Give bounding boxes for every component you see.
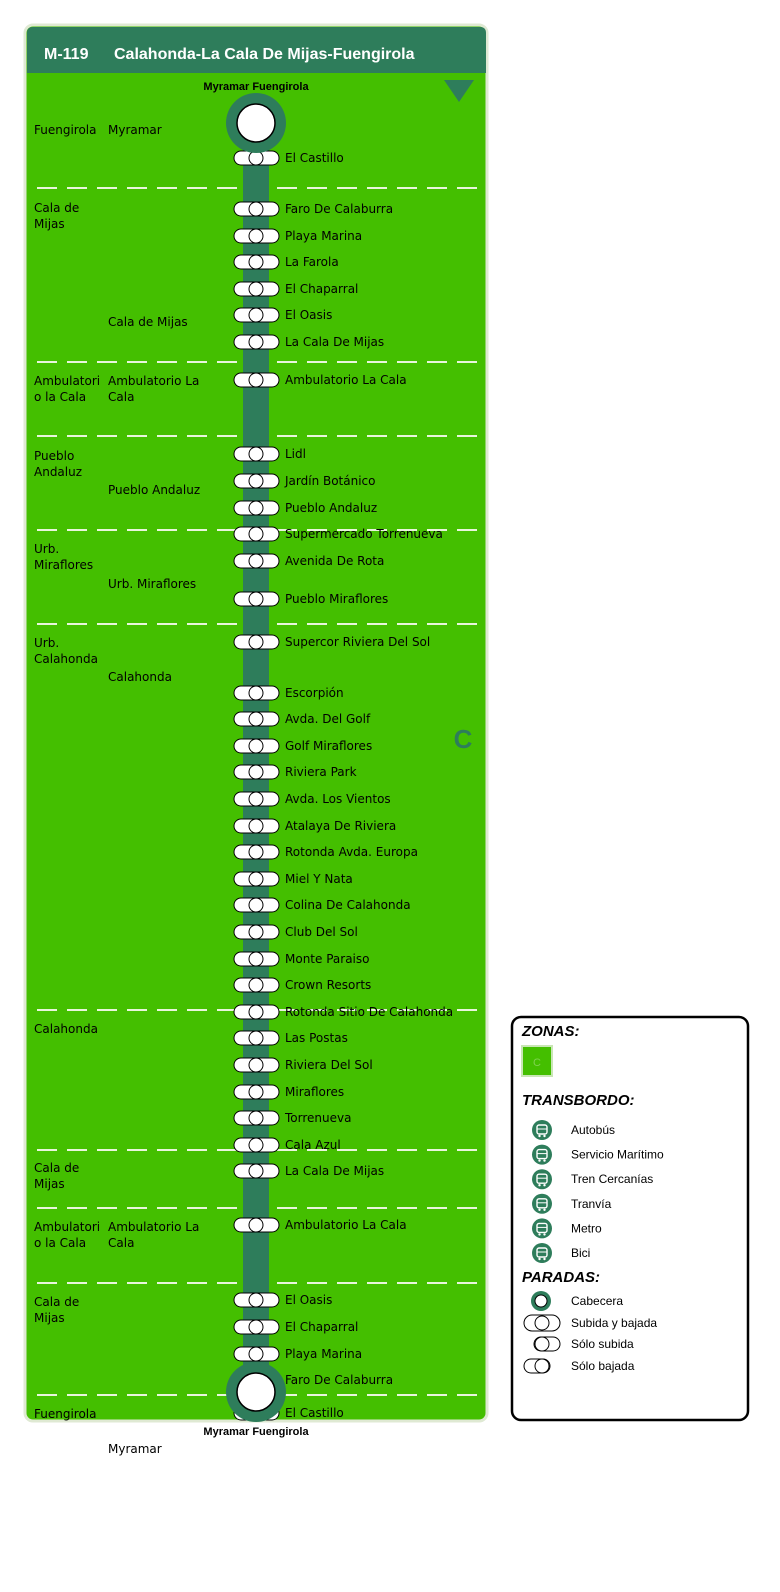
stop-marker <box>234 554 279 568</box>
stop-name: Miel Y Nata <box>285 872 353 886</box>
route-code: M-119 <box>44 46 89 63</box>
zone-name: Miraflores <box>34 558 94 572</box>
zone-name: Calahonda <box>34 1022 98 1036</box>
stop-name: Playa Marina <box>285 1347 363 1361</box>
stop-name: El Castillo <box>285 1406 344 1420</box>
stop-marker <box>234 1164 279 1178</box>
legend-zone-label: C <box>533 1057 541 1069</box>
stop-name: Escorpión <box>285 686 344 700</box>
zone-name: o la Cala <box>34 1236 87 1250</box>
alight-only-stop-icon <box>524 1359 550 1373</box>
area-name: Cala <box>108 1236 135 1250</box>
stop-marker <box>234 335 279 349</box>
stop-name: La Cala De Mijas <box>285 335 385 349</box>
stop-name: Las Postas <box>285 1031 348 1045</box>
stop-marker <box>234 229 279 243</box>
area-name: Myramar <box>108 123 162 137</box>
stop-marker <box>234 1031 279 1045</box>
stop-name: Ambulatorio La Cala <box>285 373 407 387</box>
stop-name: Atalaya De Riviera <box>285 819 397 833</box>
stop-name: Miraflores <box>285 1085 345 1099</box>
legend-transfer-label: Bici <box>571 1246 591 1260</box>
stop-marker <box>234 1138 279 1152</box>
stop-marker <box>234 592 279 606</box>
stop-name: Supermercado Torrenueva <box>285 527 443 541</box>
stop-marker <box>234 765 279 779</box>
stop-name: Monte Paraiso <box>285 952 370 966</box>
stop-marker <box>234 978 279 992</box>
zone-name: Cala de <box>34 1295 80 1309</box>
stop-marker <box>234 952 279 966</box>
legend-stop-label: Subida y bajada <box>571 1316 658 1330</box>
stop-marker <box>234 1218 279 1232</box>
legend-stop-label: Sólo bajada <box>571 1359 635 1373</box>
area-name: Ambulatorio La <box>108 1220 200 1234</box>
stop-name: La Farola <box>285 255 339 269</box>
area-name: Cala <box>108 390 135 404</box>
zone-name: Mijas <box>34 217 65 231</box>
legend-transfer-label: Tren Cercanías <box>571 1172 654 1187</box>
stop-marker <box>234 447 279 461</box>
area-name: Urb. Miraflores <box>108 577 197 591</box>
stop-marker <box>234 501 279 515</box>
stop-name: El Oasis <box>285 1293 333 1307</box>
stop-marker <box>234 151 279 165</box>
bike-icon <box>532 1243 552 1263</box>
zone-name: Urb. <box>34 542 60 556</box>
stop-name: Rotonda Avda. Europa <box>285 845 418 859</box>
stop-name: Ambulatorio La Cala <box>285 1218 407 1232</box>
zone-name: Ambulatori <box>34 1220 101 1234</box>
stop-name: El Oasis <box>285 308 333 322</box>
stop-name: Avda. Los Vientos <box>285 792 391 806</box>
terminal-stop-bottom <box>226 1362 286 1422</box>
area-name: Cala de Mijas <box>108 315 188 329</box>
legend-transbordo-title: TRANSBORDO: <box>522 1092 635 1109</box>
stop-name: Faro De Calaburra <box>285 202 394 216</box>
legend-stop-label: Cabecera <box>571 1294 624 1308</box>
zone-name: Fuengirola <box>34 1407 97 1421</box>
stop-name: Crown Resorts <box>285 978 372 992</box>
stop-name: Golf Miraflores <box>285 739 373 753</box>
stop-marker <box>234 527 279 541</box>
stop-marker <box>234 202 279 216</box>
stop-name: Supercor Riviera Del Sol <box>285 635 431 649</box>
terminal-bottom-label: Myramar Fuengirola <box>203 1426 309 1438</box>
stop-marker <box>234 282 279 296</box>
tram-icon <box>532 1194 552 1214</box>
zone-name: Pueblo <box>34 449 75 463</box>
bus-icon <box>532 1120 552 1140</box>
stop-marker <box>234 712 279 726</box>
area-name: Ambulatorio La <box>108 374 200 388</box>
area-name: Myramar <box>108 1442 162 1456</box>
zone-name: Cala de <box>34 1161 80 1175</box>
stop-name: Faro De Calaburra <box>285 1373 394 1387</box>
zone-name: Mijas <box>34 1177 65 1191</box>
stop-marker <box>234 898 279 912</box>
stop-marker <box>234 1293 279 1307</box>
stop-name: Rotonda Sitio De Calahonda <box>285 1005 454 1019</box>
stop-marker <box>234 373 279 387</box>
stop-marker <box>234 1320 279 1334</box>
stop-name: Avenida De Rota <box>285 554 385 568</box>
stop-name: La Cala De Mijas <box>285 1164 385 1178</box>
terminal-top-label: Myramar Fuengirola <box>203 81 309 93</box>
legend-transfer-label: Tranvía <box>571 1196 612 1211</box>
stop-marker <box>234 925 279 939</box>
zone-name: Calahonda <box>34 652 98 666</box>
zone-letter: C <box>453 724 473 754</box>
zone-name: Cala de <box>34 201 80 215</box>
legend-zonas-title: ZONAS: <box>522 1023 580 1040</box>
route-name: Calahonda-La Cala De Mijas-Fuengirola <box>114 46 415 63</box>
stop-marker <box>234 1058 279 1072</box>
terminal-stop-top <box>226 93 286 153</box>
zone-name: Fuengirola <box>34 123 97 137</box>
stop-name: Cala Azul <box>285 1138 341 1152</box>
zone-name: Mijas <box>34 1311 65 1325</box>
board-only-stop-icon <box>534 1337 560 1351</box>
legend-transfer-label: Metro <box>571 1221 602 1236</box>
stop-marker <box>234 474 279 488</box>
stop-marker <box>234 792 279 806</box>
stop-marker <box>234 819 279 833</box>
board-alight-stop-icon <box>524 1315 560 1331</box>
stop-marker <box>234 739 279 753</box>
stop-name: Club Del Sol <box>285 925 358 939</box>
stop-name: El Chaparral <box>285 282 359 296</box>
zone-name: Urb. <box>34 636 60 650</box>
legend-transfer-label: Servicio Marítimo <box>571 1147 664 1162</box>
stop-marker <box>234 308 279 322</box>
legend <box>512 1017 748 1420</box>
terminal-stop-icon <box>531 1291 551 1311</box>
ferry-icon <box>532 1145 552 1165</box>
stop-name: Jardín Botánico <box>285 474 376 488</box>
stop-name: Lidl <box>285 447 306 461</box>
area-name: Pueblo Andaluz <box>108 483 201 497</box>
legend-transfer-label: Autobús <box>571 1123 616 1137</box>
stop-name: Riviera Park <box>285 765 357 779</box>
metro-icon <box>532 1218 552 1238</box>
train-icon <box>532 1169 552 1189</box>
stop-name: Colina De Calahonda <box>285 898 411 912</box>
stop-marker <box>234 872 279 886</box>
stop-name: Riviera Del Sol <box>285 1058 373 1072</box>
stop-name: El Castillo <box>285 151 344 165</box>
legend-stop-label: Sólo subida <box>571 1337 634 1351</box>
stop-marker <box>234 1085 279 1099</box>
stop-marker <box>234 1347 279 1361</box>
stop-marker <box>234 1111 279 1125</box>
zone-name: Ambulatori <box>34 374 101 388</box>
stop-name: Pueblo Miraflores <box>285 592 389 606</box>
stop-name: Torrenueva <box>285 1111 352 1125</box>
stop-marker <box>234 635 279 649</box>
stop-name: El Chaparral <box>285 1320 359 1334</box>
stop-name: Avda. Del Golf <box>285 712 371 726</box>
legend-paradas-title: PARADAS: <box>522 1269 601 1286</box>
area-name: Calahonda <box>108 670 172 684</box>
zone-name: o la Cala <box>34 390 87 404</box>
stop-name: Playa Marina <box>285 229 363 243</box>
stop-marker <box>234 686 279 700</box>
stop-marker <box>234 845 279 859</box>
stop-marker <box>234 255 279 269</box>
zone-name: Andaluz <box>34 465 83 479</box>
stop-name: Pueblo Andaluz <box>285 501 378 515</box>
stop-marker <box>234 1005 279 1019</box>
